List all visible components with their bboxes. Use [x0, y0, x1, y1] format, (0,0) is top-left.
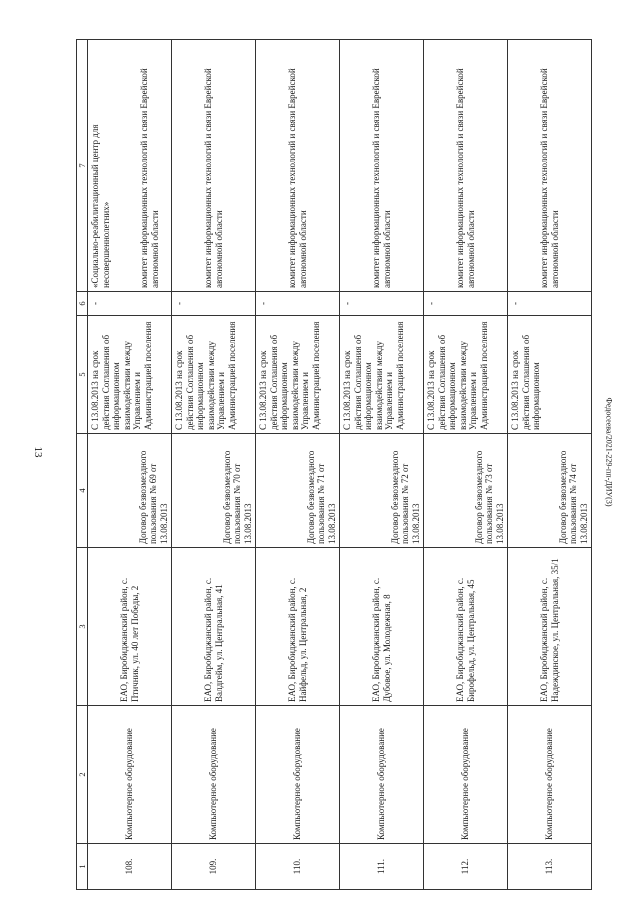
header-cell: 6 [77, 292, 88, 316]
col6-value: - [340, 292, 424, 316]
header-row [77, 40, 88, 890]
row-number: 108. [88, 844, 172, 890]
holder-name: комитет информационных технологий и связи Еврейской автономной области [172, 40, 256, 292]
col6-value: - [172, 292, 256, 316]
term-info: С 13.08.2013 на срок действия Соглашения об информационном взаимодействии между Управлением и Администрацией поселения [172, 316, 256, 434]
table-row [256, 40, 340, 890]
header-cell: 4 [77, 434, 88, 548]
contract-info: Договор безвозмездного пользования № 71 от 13.08.2013 [256, 434, 340, 548]
contract-info: Договор безвозмездного пользования № 72 от 13.08.2013 [340, 434, 424, 548]
item-address: ЕАО, Биробиджанский район, с. Бирофельд, ул. Центральная, 45 [424, 548, 508, 706]
item-address: ЕАО, Биробиджанский район, с. Птичник, ул. 40 лет Победы, 2 [88, 548, 172, 706]
footer-code: Федосеева/2021-229-пп-ДИУ(3) [604, 397, 614, 507]
holder-name: комитет информационных технологий и связи Еврейской автономной области [256, 40, 340, 292]
table-row [508, 40, 592, 890]
item-address: ЕАО, Биробиджанский район, с. Дубовое, ул. Молодежная, 8 [340, 548, 424, 706]
term-info: С 13.08.2013 на срок действия Соглашения об информационном взаимодействии между Управлением и Администрацией поселения [424, 316, 508, 434]
header-cell: 7 [77, 40, 88, 292]
holder-cell [88, 40, 172, 292]
header-cell: 2 [77, 706, 88, 844]
page-number: 13 [32, 446, 44, 458]
item-name: Компьютерное оборудование [508, 706, 592, 844]
holder-name: комитет информационных технологий и связи Еврейской автономной области [340, 40, 424, 292]
row-number: 109. [172, 844, 256, 890]
item-name: Компьютерное оборудование [88, 706, 172, 844]
term-info: С 13.08.2013 на срок действия Соглашения об информационном взаимодействии между Управлением и Администрацией поселения [256, 316, 340, 434]
item-address: ЕАО, Биробиджанский район, с. Валдгейм, ул. Центральная, 41 [172, 548, 256, 706]
contract-info: Договор безвозмездного пользования № 74 от 13.08.2013 [508, 434, 592, 548]
col6-value: - [508, 292, 592, 316]
table-row [172, 40, 256, 890]
row-number: 113. [508, 844, 592, 890]
item-address: ЕАО, Биробиджанский район, с. Найфельд, ул. Центральная, 2 [256, 548, 340, 706]
term-info: С 13.08.2013 на срок действия Соглашения об информационном взаимодействии между Управлением и Администрацией поселения [88, 316, 172, 434]
item-name: Компьютерное оборудование [424, 706, 508, 844]
table-row [424, 40, 508, 890]
continuation-text: «Социально-реабилитационный центр для несовершеннолетних» [90, 124, 111, 288]
item-address: ЕАО, Биробиджанский район, с. Надеждинское, ул. Центральная, 35/1 [508, 548, 592, 706]
term-info: С 13.08.2013 на срок действия Соглашения об информационном [508, 316, 592, 434]
term-info: С 13.08.2013 на срок действия Соглашения об информационном взаимодействии между Управлением и Администрацией поселения [340, 316, 424, 434]
rotated-table-container [76, 40, 588, 890]
contract-info: Договор безвозмездного пользования № 73 от 13.08.2013 [424, 434, 508, 548]
item-name: Компьютерное оборудование [172, 706, 256, 844]
col6-value: - [88, 292, 172, 316]
holder-name: комитет информационных технологий и связи Еврейской автономной области [508, 40, 592, 292]
item-name: Компьютерное оборудование [256, 706, 340, 844]
item-name: Компьютерное оборудование [340, 706, 424, 844]
row-number: 112. [424, 844, 508, 890]
contract-info: Договор безвозмездного пользования № 70 от 13.08.2013 [172, 434, 256, 548]
row-number: 110. [256, 844, 340, 890]
contract-info: Договор безвозмездного пользования № 69 от 13.08.2013 [88, 434, 172, 548]
col6-value: - [424, 292, 508, 316]
table-row [88, 40, 172, 890]
holder-name: комитет информационных технологий и связи Еврейской автономной области [139, 68, 160, 288]
holder-name: комитет информационных технологий и связи Еврейской автономной области [424, 40, 508, 292]
col6-value: - [256, 292, 340, 316]
header-cell: 1 [77, 844, 88, 890]
row-number: 111. [340, 844, 424, 890]
property-table [76, 39, 592, 890]
header-cell: 5 [77, 316, 88, 434]
table-row [340, 40, 424, 890]
header-cell: 3 [77, 548, 88, 706]
